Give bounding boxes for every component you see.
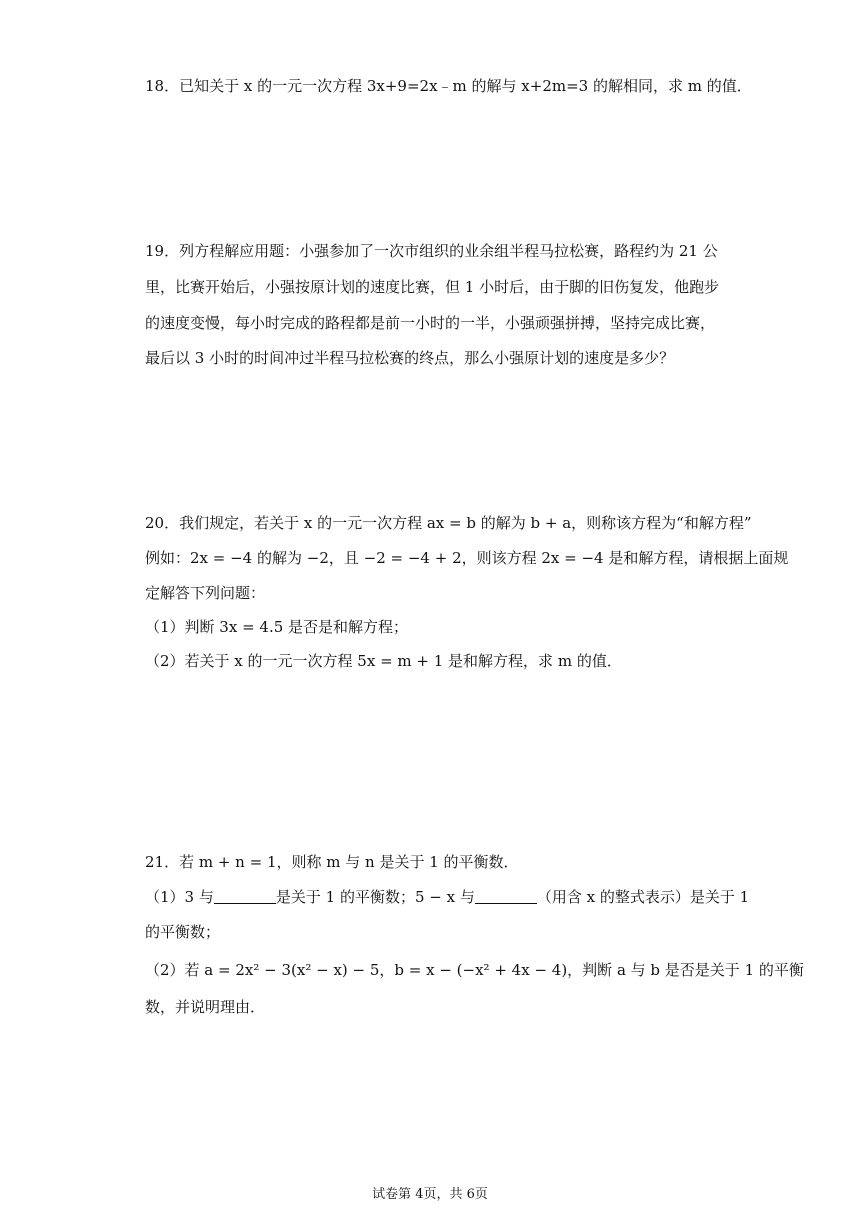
q18-text: 18．已知关于 x 的一元一次方程 3x+9=2x﹣m 的解与 x+2m=3 的解相同，求 m 的值． (145, 77, 752, 95)
q21-part1-c: （用含 x 的整式表示）是关于 1 (536, 888, 750, 906)
q20-line-2: 例如：2x = −4 的解为 −2，且 −2 = −4 + 2，则该方程 2x = −4 是和解方程，请根据上面规 (145, 549, 789, 567)
q21-part2-continued: 数，并说明理由． (145, 998, 266, 1016)
q21-part1-continued: 的平衡数； (145, 923, 221, 941)
q20-part-2: （2）若关于 x 的一元一次方程 5x = m + 1 是和解方程，求 m 的值． (145, 652, 622, 670)
q19-line-3: 的速度变慢，每小时完成的路程都是前一小时的一半，小强顽强拼搏，坚持完成比赛， (145, 314, 716, 332)
q21-line-1: 21．若 m + n = 1，则称 m 与 n 是关于 1 的平衡数． (145, 853, 519, 871)
page-footer: 试卷第 4页，共 6页 (372, 1187, 488, 1202)
answer-blank-1[interactable] (214, 889, 276, 904)
q19-line-2: 里，比赛开始后，小强按原计划的速度比赛，但 1 小时后，由于脚的旧伤复发，他跑步 (145, 278, 720, 296)
q19-line-4: 最后以 3 小时的时间冲过半程马拉松赛的终点，那么小强原计划的速度是多少？ (145, 349, 675, 367)
q20-line-1: 20．我们规定，若关于 x 的一元一次方程 ax = b 的解为 b + a，则称该方程为“和解方程” (145, 514, 752, 532)
q21-part1-a: （1）3 与 (145, 888, 214, 906)
answer-blank-2[interactable] (475, 889, 537, 904)
q20-line-3: 定解答下列问题： (145, 584, 266, 602)
q20-part-1: （1）判断 3x = 4.5 是否是和解方程； (145, 618, 409, 636)
q21-part-2: （2）若 a = 2x² − 3(x² − x) − 5，b = x − (−x² + 4x − 4)，判断 a 与 b 是否是关于 1 的平衡 (145, 961, 804, 979)
q21-part1-b: 是关于 1 的平衡数；5 − x 与 (275, 888, 475, 906)
q19-line-1: 19．列方程解应用题：小强参加了一次市组织的业余组半程马拉松赛，路程约为 21 公 (145, 242, 718, 260)
q21-part-1 (145, 887, 749, 907)
